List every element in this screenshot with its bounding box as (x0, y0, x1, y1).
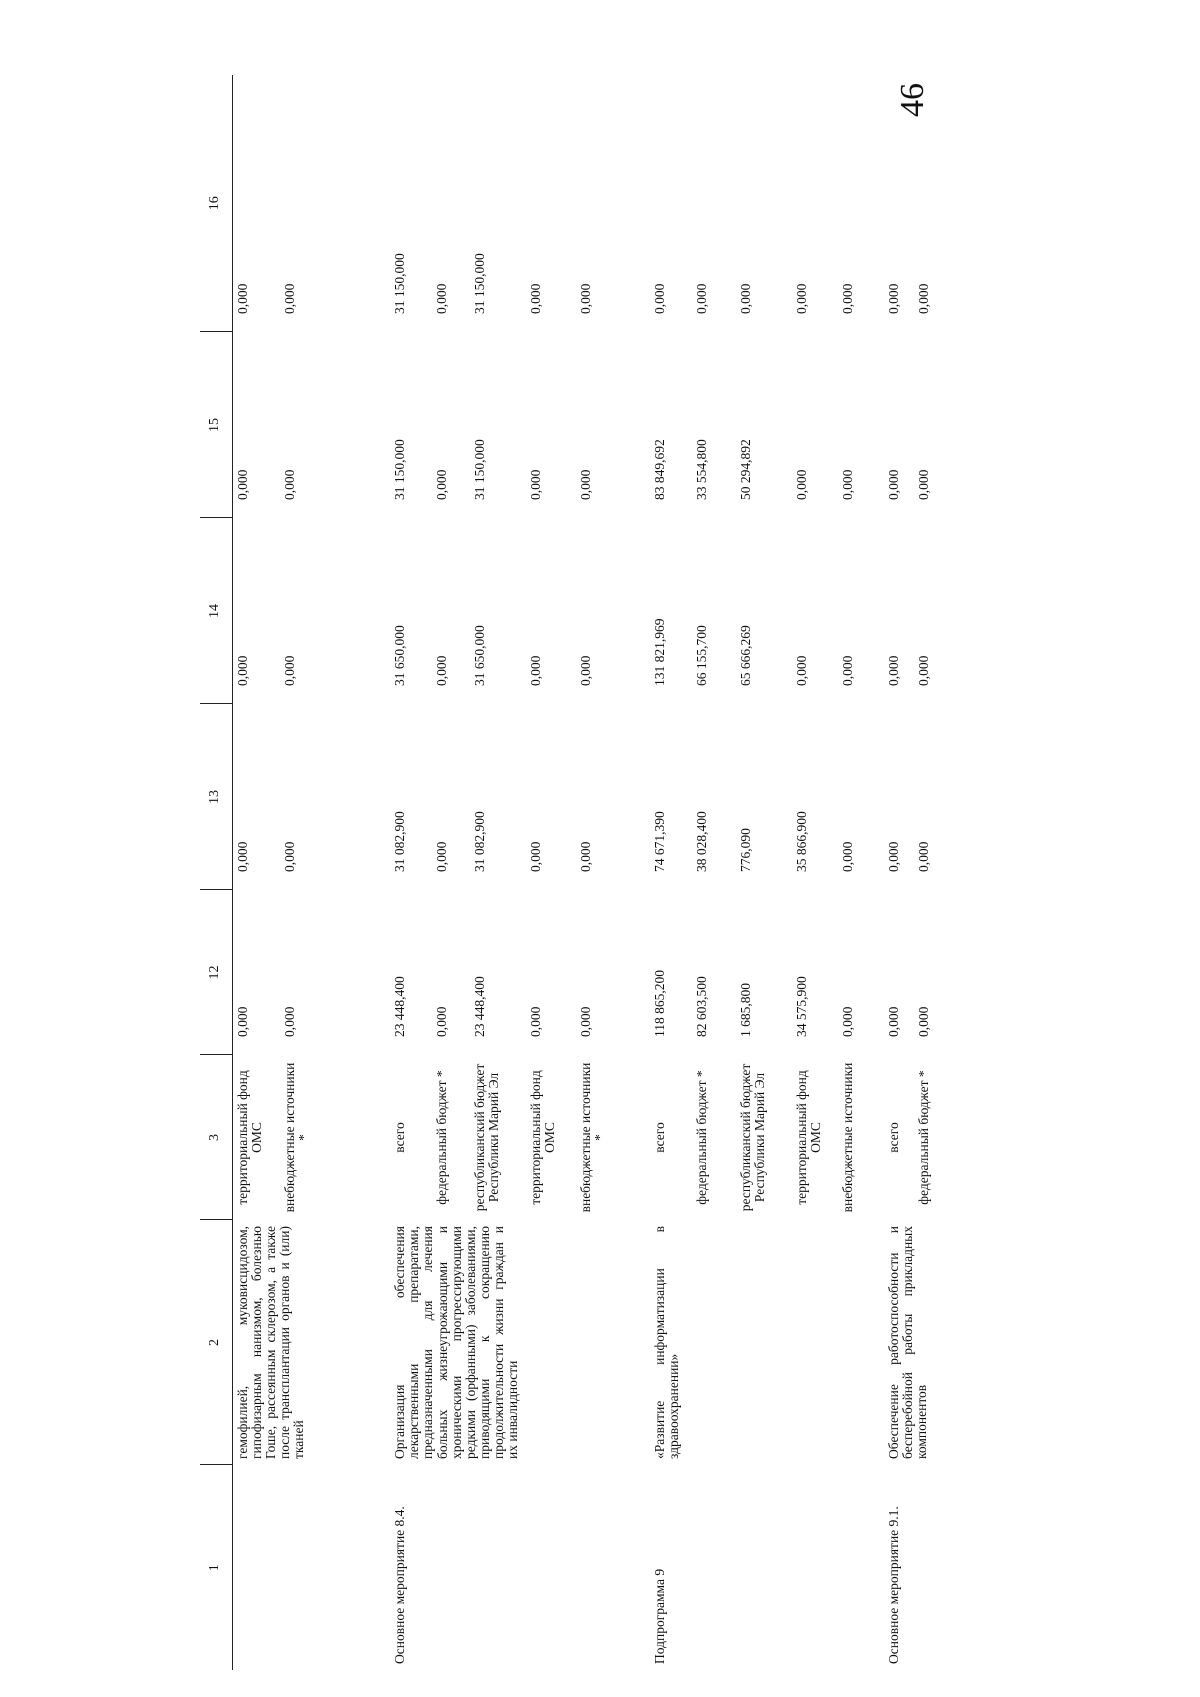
funding-source: территориальный фонд ОМС (794, 1070, 824, 1205)
value-12: 1 685,800 (738, 983, 753, 1037)
value-14: 0,000 (434, 655, 449, 686)
value-15: 0,000 (234, 469, 250, 500)
value-16: 0,000 (794, 283, 809, 314)
value-15: 83 849,692 (652, 439, 667, 500)
funding-source: всего (886, 1122, 901, 1153)
value-12: 0,000 (578, 1006, 593, 1037)
value-14: 0,000 (282, 655, 297, 686)
column-header: 3 (200, 1055, 232, 1220)
table-row (884, 75, 914, 1670)
value-15: 50 294,892 (738, 439, 753, 500)
value-12: 0,000 (886, 1006, 901, 1037)
value-15: 31 150,000 (392, 439, 407, 500)
value-16: 0,000 (528, 283, 543, 314)
value-12: 118 865,200 (652, 970, 667, 1037)
header-row (200, 75, 232, 1670)
funding-source: территориальный фонд ОМС (234, 1070, 264, 1205)
value-16: 31 150,000 (472, 253, 487, 314)
value-15: 31 150,000 (472, 439, 487, 500)
row-code: Основное мероприятие 9.1. (886, 1506, 901, 1664)
value-14: 31 650,000 (472, 625, 487, 686)
table-row (650, 75, 692, 1670)
value-15: 0,000 (434, 469, 449, 500)
row-name: Организация обеспечения лекарственными препаратами, предназначенными для лечения больных жизнеугрожающими и хроническими прогрессирующими редкими (орфанными) заболеваниями, приводящими к сокращению продолжительности жизни граждан и их инвалидности (392, 1226, 521, 1459)
column-header: 15 (200, 332, 232, 518)
value-16: 0,000 (434, 283, 449, 314)
value-13: 0,000 (840, 841, 855, 872)
budget-table-wrapper (200, 75, 990, 1670)
value-12: 82 603,500 (694, 976, 709, 1037)
value-16: 0,000 (694, 283, 709, 314)
value-14: 0,000 (528, 655, 543, 686)
value-12: 0,000 (916, 1006, 931, 1037)
funding-source: республиканский бюджет Республики Марий Эл (472, 1063, 502, 1212)
row-code (232, 1465, 280, 1670)
value-15: 0,000 (794, 469, 809, 500)
value-13: 35 866,900 (794, 811, 809, 872)
column-header: 2 (200, 1220, 232, 1465)
value-16: 0,000 (840, 283, 855, 314)
value-13: 38 028,400 (694, 811, 709, 872)
value-13: 74 671,390 (652, 811, 667, 872)
value-12: 23 448,400 (472, 976, 487, 1037)
value-13: 0,000 (434, 841, 449, 872)
value-14: 0,000 (234, 655, 250, 686)
value-16: 0,000 (886, 283, 901, 314)
value-15: 0,000 (528, 469, 543, 500)
value-14: 0,000 (578, 655, 593, 686)
column-header: 12 (200, 890, 232, 1055)
funding-source: внебюджетные источники (840, 1062, 855, 1213)
value-16: 0,000 (282, 283, 297, 314)
row-name: «Развитие информатизации в здравоохранении» (652, 1226, 682, 1459)
funding-source: всего (392, 1122, 407, 1153)
row-code: Основное мероприятие 8.4. (392, 1506, 407, 1664)
row-name: Обеспечение работоспособности и бесперебойной работы прикладных компонентов (886, 1226, 930, 1459)
table-row (232, 75, 280, 1670)
column-header: 16 (200, 75, 232, 332)
value-12: 0,000 (434, 1006, 449, 1037)
value-15: 0,000 (840, 469, 855, 500)
value-14: 66 155,700 (694, 625, 709, 686)
value-16: 0,000 (234, 283, 250, 314)
table-row (390, 75, 432, 1670)
row-name: гемофилией, муковисцидозом, гипофизарным нанизмом, болезнью Гоше, рассеянным склерозом, а также после трансплантации органов и (или) тканей (234, 1226, 307, 1459)
value-16: 0,000 (652, 283, 667, 314)
column-header: 13 (200, 704, 232, 890)
value-16: 31 150,000 (392, 253, 407, 314)
column-header: 14 (200, 518, 232, 704)
value-15: 0,000 (578, 469, 593, 500)
value-16: 0,000 (578, 283, 593, 314)
row-code: Подпрограмма 9 (652, 1568, 667, 1664)
row-code (280, 1465, 390, 1670)
funding-source: федеральный бюджет * (694, 1070, 709, 1205)
value-13: 31 082,900 (392, 811, 407, 872)
value-13: 0,000 (578, 841, 593, 872)
funding-source: внебюджетные источники * (578, 1062, 608, 1213)
funding-source: всего (652, 1122, 667, 1153)
column-header: 1 (200, 1465, 232, 1670)
value-15: 0,000 (886, 469, 901, 500)
value-13: 0,000 (916, 841, 931, 872)
value-14: 0,000 (916, 655, 931, 686)
value-13: 0,000 (234, 841, 250, 872)
value-15: 0,000 (282, 469, 297, 500)
value-16: 0,000 (738, 283, 753, 314)
value-14: 131 821,969 (652, 618, 667, 686)
value-12: 23 448,400 (392, 976, 407, 1037)
value-12: 0,000 (282, 1006, 297, 1037)
budget-table (200, 75, 954, 1670)
page-number: 46 (894, 83, 931, 117)
value-13: 776,090 (738, 828, 753, 872)
value-13: 0,000 (528, 841, 543, 872)
funding-source: территориальный фонд ОМС (528, 1070, 558, 1205)
funding-source: республиканский бюджет Республики Марий Эл (738, 1063, 768, 1212)
funding-source: внебюджетные источники * (282, 1062, 312, 1213)
value-14: 0,000 (794, 655, 809, 686)
value-14: 31 650,000 (392, 625, 407, 686)
value-16: 0,000 (916, 283, 931, 314)
value-12: 0,000 (528, 1006, 543, 1037)
value-14: 0,000 (886, 655, 901, 686)
value-14: 0,000 (840, 655, 855, 686)
value-12: 0,000 (234, 1006, 250, 1037)
value-12: 34 575,900 (794, 976, 809, 1037)
value-14: 65 666,269 (738, 625, 753, 686)
value-13: 0,000 (886, 841, 901, 872)
funding-source: федеральный бюджет * (434, 1070, 449, 1205)
funding-source: федеральный бюджет * (916, 1070, 931, 1205)
value-12: 0,000 (840, 1006, 855, 1037)
value-15: 33 554,800 (694, 439, 709, 500)
value-13: 31 082,900 (472, 811, 487, 872)
value-13: 0,000 (282, 841, 297, 872)
value-15: 0,000 (916, 469, 931, 500)
